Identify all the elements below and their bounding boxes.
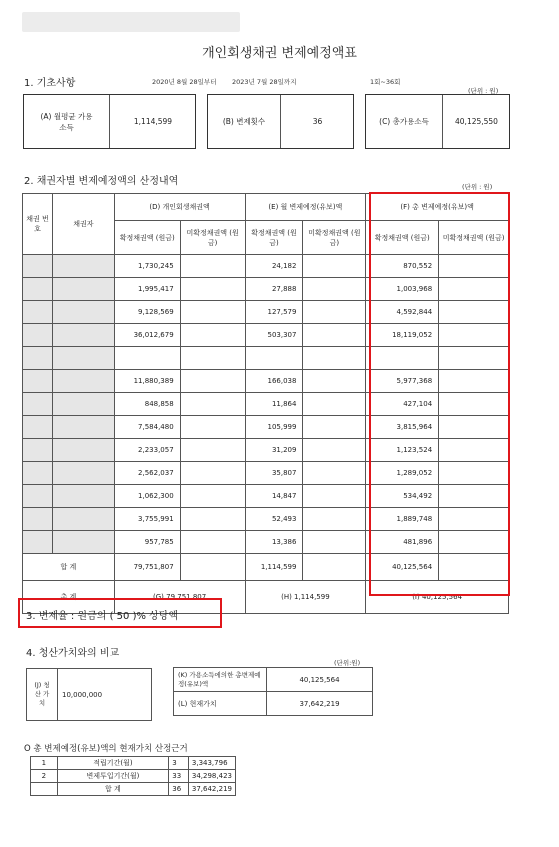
row-f: 534,492 — [366, 485, 439, 508]
row-e-unconfirmed — [303, 439, 366, 462]
row-d: 1,730,245 — [114, 255, 180, 278]
row-e: 52,493 — [245, 508, 303, 531]
row-f: 427,104 — [366, 393, 439, 416]
row-d-unconfirmed — [180, 531, 245, 554]
period-range: 1회~36회 — [370, 78, 401, 86]
l-label: (L) 현재가치 — [174, 692, 267, 716]
row-d-unconfirmed — [180, 255, 245, 278]
row-e-unconfirmed — [303, 324, 366, 347]
redacted-header — [22, 12, 240, 32]
page-title: 개인회생채권 변제예정액표 — [202, 46, 357, 61]
row-d: 1,062,300 — [114, 485, 180, 508]
row-e-unconfirmed — [303, 347, 366, 370]
total-label: 총 계 — [23, 581, 115, 614]
row-e: 31,209 — [245, 439, 303, 462]
box-a — [23, 94, 196, 149]
highlight-column-f — [369, 192, 510, 596]
basis-label: 변제투입기간(월) — [57, 770, 169, 783]
section4-unit: (단위:원) — [334, 659, 361, 667]
row-e-unconfirmed — [303, 301, 366, 324]
l-value: 37,642,219 — [267, 692, 373, 716]
present-value-table — [173, 667, 373, 716]
row-d-unconfirmed — [180, 508, 245, 531]
row-e-unconfirmed — [303, 508, 366, 531]
basis-months: 36 — [169, 783, 189, 796]
sum-label: 합 계 — [23, 554, 115, 581]
row-e-unconfirmed — [303, 531, 366, 554]
col-e-header: (E) 월 변제예정(유보)액 — [245, 194, 366, 221]
unit-label: (단위 : 원) — [468, 87, 499, 95]
row-e: 127,579 — [245, 301, 303, 324]
row-d: 11,880,389 — [114, 370, 180, 393]
row-e: 35,807 — [245, 462, 303, 485]
row-no — [23, 255, 53, 278]
box-b-value: 36 — [312, 117, 323, 126]
row-no — [23, 416, 53, 439]
sum-d: 79,751,807 — [114, 554, 180, 581]
row-no — [23, 485, 53, 508]
row-e: 13,386 — [245, 531, 303, 554]
basis-months: 33 — [169, 770, 189, 783]
row-f: 18,119,052 — [366, 324, 439, 347]
row-f: 1,003,968 — [366, 278, 439, 301]
row-d-unconfirmed — [180, 301, 245, 324]
col-d-header: (D) 개인회생채권액 — [114, 194, 245, 221]
row-f: 870,552 — [366, 255, 439, 278]
row-f: 4,592,844 — [366, 301, 439, 324]
row-creditor — [52, 347, 114, 370]
row-f: 3,815,964 — [366, 416, 439, 439]
row-no — [23, 370, 53, 393]
liquidation-table — [26, 668, 152, 721]
basis-value: 3,343,796 — [188, 757, 235, 770]
row-d: 3,755,991 — [114, 508, 180, 531]
row-creditor — [52, 508, 114, 531]
row-d: 1,995,417 — [114, 278, 180, 301]
f-unconfirmed-header: 미확정채권액 (원금) — [439, 221, 509, 255]
row-creditor — [52, 416, 114, 439]
row-d: 2,233,057 — [114, 439, 180, 462]
row-f: 5,977,368 — [366, 370, 439, 393]
repayment-rate: 3. 변제율 : 원금의 ( 50 )% 상당액 — [26, 611, 179, 622]
row-creditor — [52, 255, 114, 278]
section2-heading: 2. 채권자별 변제예정액의 산정내역 — [24, 176, 179, 187]
row-d — [114, 347, 180, 370]
row-d: 7,584,480 — [114, 416, 180, 439]
row-e: 24,182 — [245, 255, 303, 278]
sum-f: 40,125,564 — [366, 554, 439, 581]
row-e: 105,999 — [245, 416, 303, 439]
row-d-unconfirmed — [180, 439, 245, 462]
period-start: 2020년 8월 28일부터 — [152, 78, 217, 86]
section4-heading: 4. 청산가치와의 비교 — [26, 648, 120, 659]
row-d-unconfirmed — [180, 416, 245, 439]
row-d: 36,012,679 — [114, 324, 180, 347]
period-end: 2023년 7월 28일까지 — [232, 78, 297, 86]
row-d: 2,562,037 — [114, 462, 180, 485]
k-label: (K) 가용소득에의한 총변제예정(유보)액 — [174, 668, 267, 692]
row-creditor — [52, 439, 114, 462]
box-a-value: 1,114,599 — [133, 117, 173, 126]
basis-no — [31, 783, 58, 796]
row-no — [23, 347, 53, 370]
row-e — [245, 347, 303, 370]
row-no — [23, 301, 53, 324]
table-row — [31, 770, 236, 783]
row-d: 957,785 — [114, 531, 180, 554]
box-b-label: (B) 변제횟수 — [208, 95, 281, 148]
row-d-unconfirmed — [180, 324, 245, 347]
f-confirmed-header: 확정채권액 (원금) — [366, 221, 439, 255]
d-unconfirmed-header: 미확정채권액 (원금) — [180, 221, 245, 255]
col-creditor-header: 채권자 — [52, 194, 114, 255]
row-e-unconfirmed — [303, 462, 366, 485]
basis-months: 3 — [169, 757, 189, 770]
row-no — [23, 462, 53, 485]
row-f: 1,889,748 — [366, 508, 439, 531]
basis-no: 1 — [31, 757, 58, 770]
row-no — [23, 278, 53, 301]
row-d-unconfirmed — [180, 370, 245, 393]
row-e: 166,038 — [245, 370, 303, 393]
k-value: 40,125,564 — [267, 668, 373, 692]
row-d-unconfirmed — [180, 278, 245, 301]
row-d-unconfirmed — [180, 393, 245, 416]
row-creditor — [52, 301, 114, 324]
row-no — [23, 508, 53, 531]
row-creditor — [52, 531, 114, 554]
total-g: (G) 79,751,807 — [114, 581, 245, 614]
table-row — [31, 783, 236, 796]
basis-label: 합 계 — [57, 783, 169, 796]
row-creditor — [52, 324, 114, 347]
box-c-label: (C) 총가용소득 — [366, 95, 443, 148]
row-e-unconfirmed — [303, 370, 366, 393]
basis-no: 2 — [31, 770, 58, 783]
table-row — [31, 757, 236, 770]
basis-value: 37,642,219 — [188, 783, 235, 796]
row-creditor — [52, 278, 114, 301]
row-e-unconfirmed — [303, 393, 366, 416]
row-no — [23, 439, 53, 462]
row-d-unconfirmed — [180, 462, 245, 485]
sum-e: 1,114,599 — [245, 554, 303, 581]
row-creditor — [52, 462, 114, 485]
section5-heading: O 총 변제예정(유보)액의 현재가치 산정근거 — [24, 744, 188, 754]
j-label: (J) 청산 가치 — [27, 669, 58, 721]
row-e-unconfirmed — [303, 255, 366, 278]
row-e-unconfirmed — [303, 278, 366, 301]
box-a-label: (A) 월평균 가용소득 — [40, 111, 93, 132]
total-h: (H) 1,114,599 — [245, 581, 366, 614]
row-d-unconfirmed — [180, 485, 245, 508]
row-d: 848,858 — [114, 393, 180, 416]
box-b — [207, 94, 354, 149]
row-e-unconfirmed — [303, 416, 366, 439]
present-value-basis-table — [30, 756, 236, 796]
basis-value: 34,298,423 — [188, 770, 235, 783]
row-no — [23, 531, 53, 554]
basis-label: 적립기간(월) — [57, 757, 169, 770]
e-confirmed-header: 확정채권액 (원금) — [245, 221, 303, 255]
row-f: 1,289,052 — [366, 462, 439, 485]
row-d-unconfirmed — [180, 347, 245, 370]
row-e-unconfirmed — [303, 485, 366, 508]
section2-unit: (단위 : 원) — [462, 183, 493, 191]
row-f: 1,123,524 — [366, 439, 439, 462]
row-creditor — [52, 370, 114, 393]
col-no-header: 채권 번호 — [23, 194, 53, 255]
row-e: 11,864 — [245, 393, 303, 416]
section1-heading: 1. 기초사항 — [24, 78, 76, 89]
row-f: 481,896 — [366, 531, 439, 554]
row-no — [23, 393, 53, 416]
e-unconfirmed-header: 미확정채권액 (원금) — [303, 221, 366, 255]
row-e: 27,888 — [245, 278, 303, 301]
row-d: 9,128,569 — [114, 301, 180, 324]
row-creditor — [52, 393, 114, 416]
j-value: 10,000,000 — [58, 669, 152, 721]
row-no — [23, 324, 53, 347]
row-creditor — [52, 485, 114, 508]
d-confirmed-header: 확정채권액 (원금) — [114, 221, 180, 255]
col-f-header: (F) 총 변제예정(유보)액 — [366, 194, 509, 221]
box-c-value: 40,125,550 — [455, 117, 498, 126]
row-e: 503,307 — [245, 324, 303, 347]
box-c — [365, 94, 510, 149]
total-i: (I) 40,125,564 — [366, 581, 509, 614]
row-e: 14,847 — [245, 485, 303, 508]
